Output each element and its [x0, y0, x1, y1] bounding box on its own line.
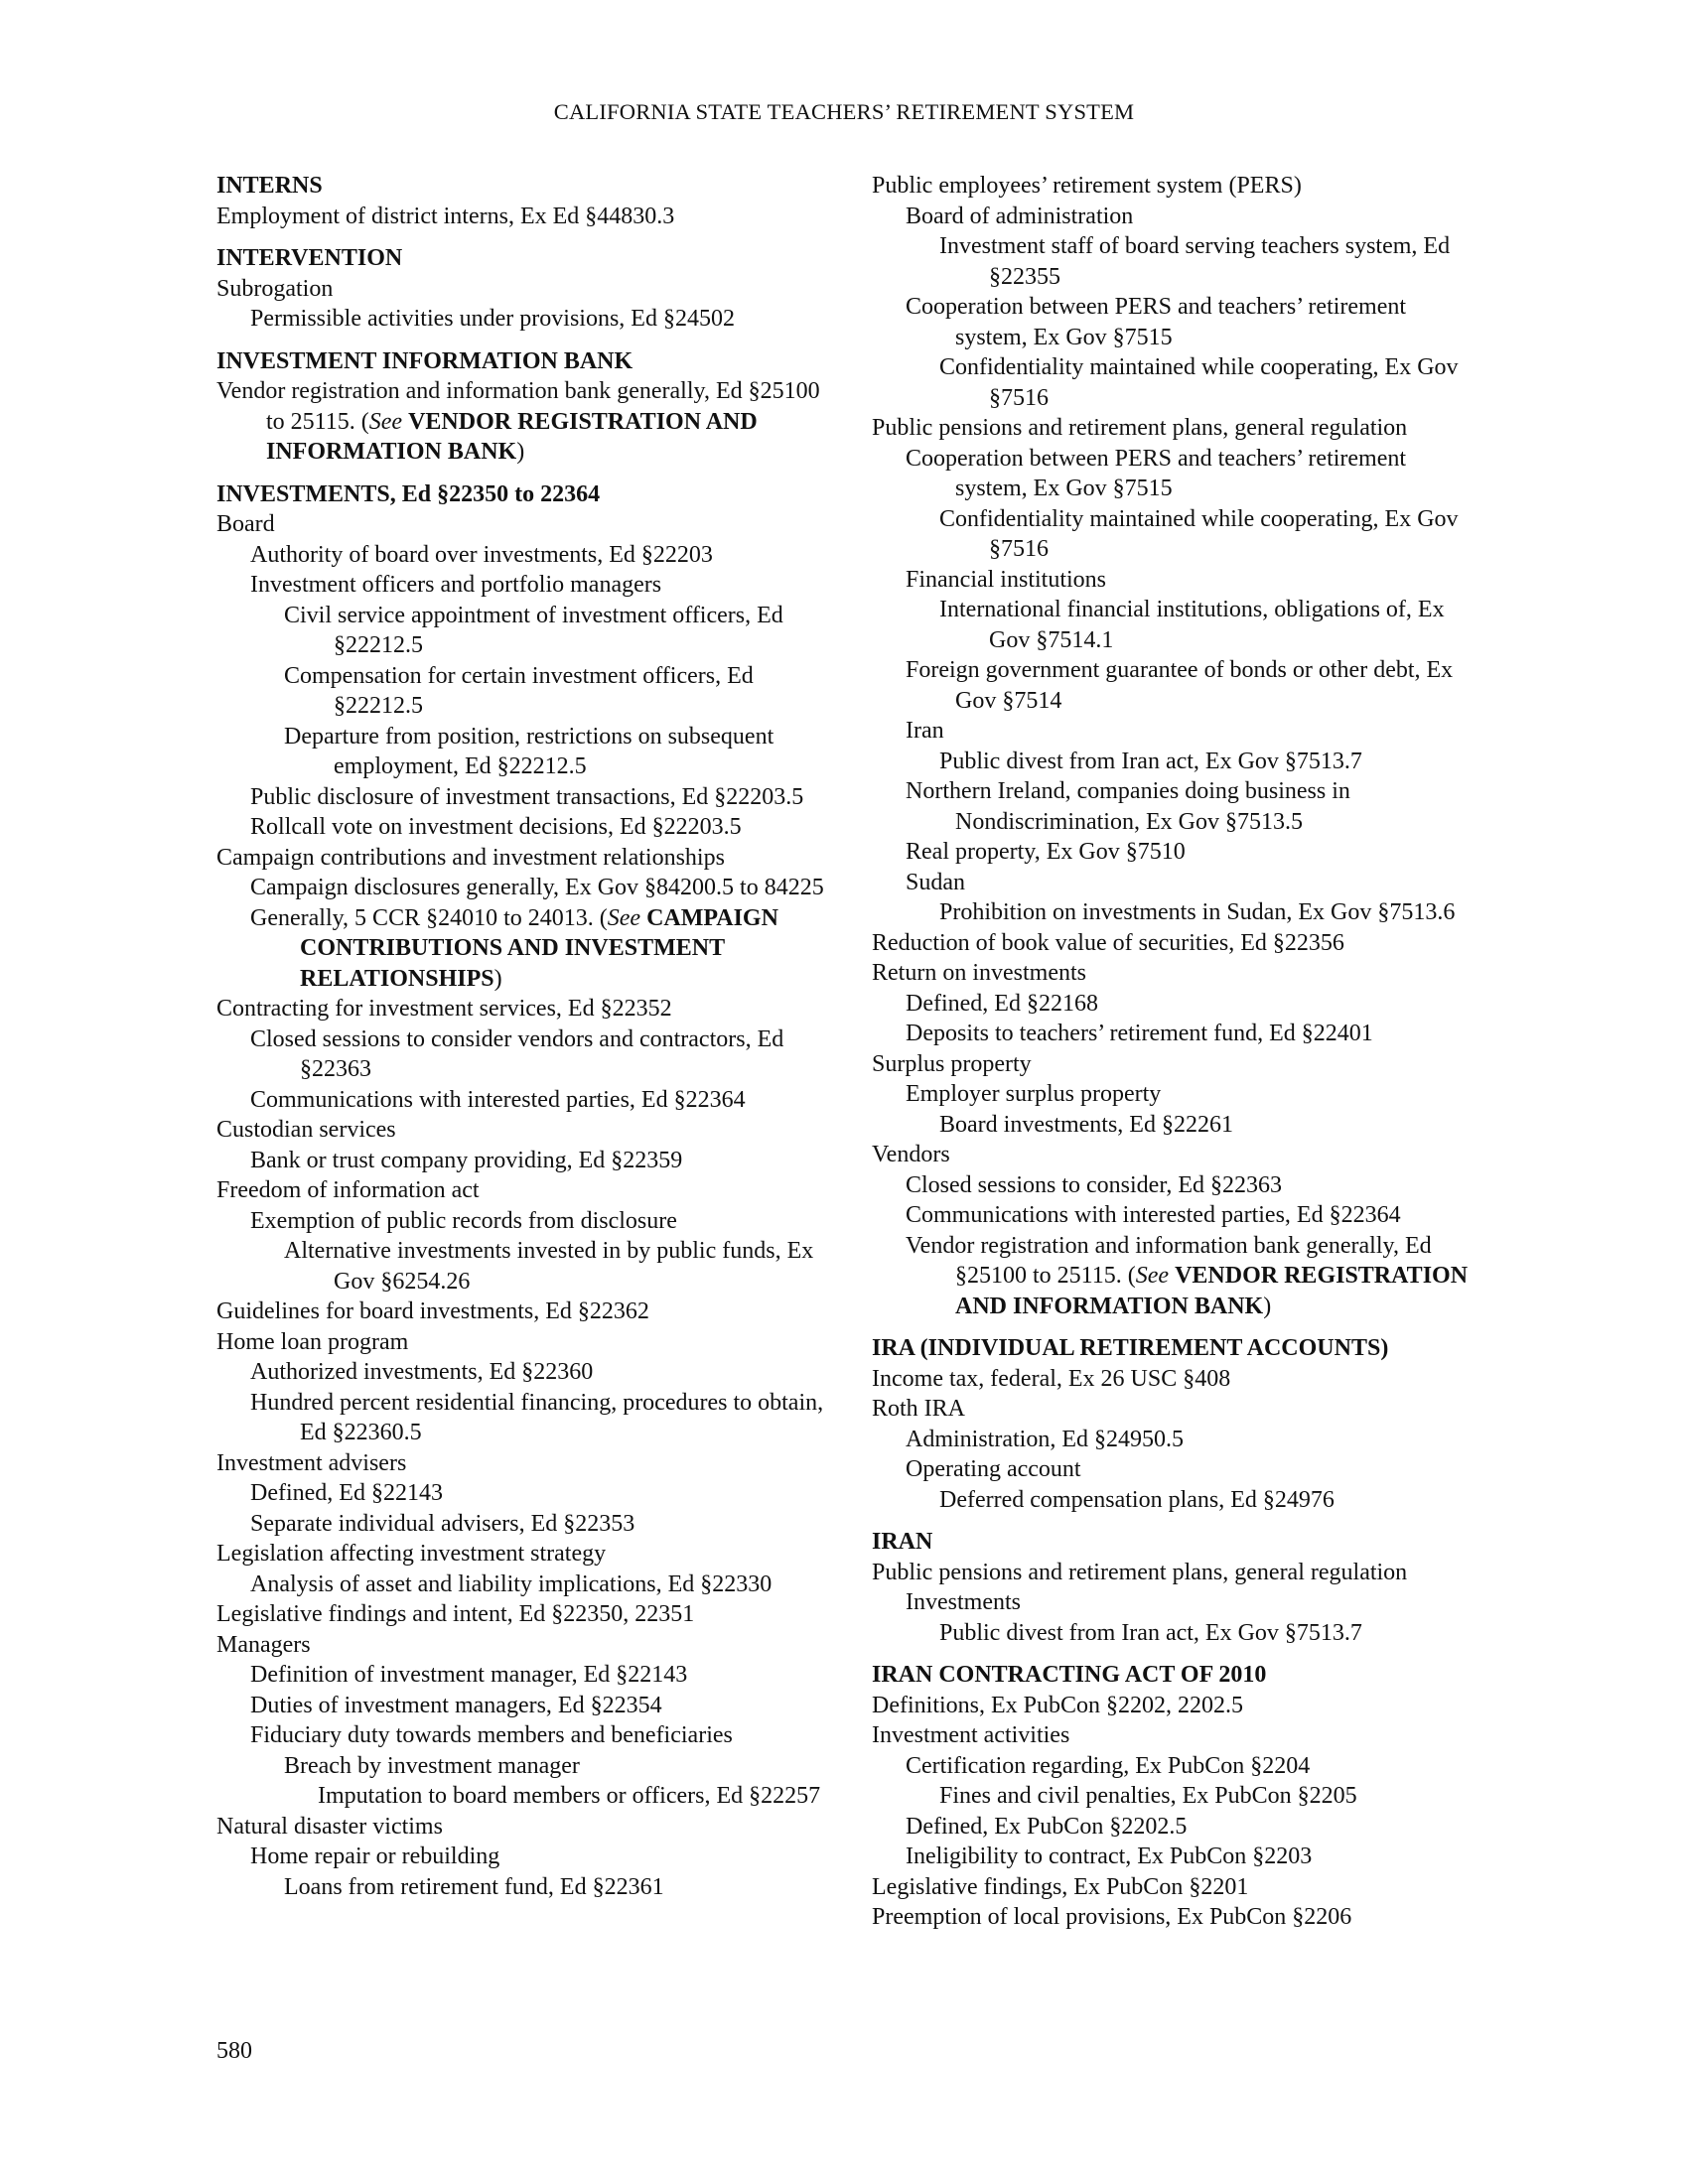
entry-text: Home repair or rebuilding [250, 1843, 500, 1869]
index-heading [216, 479, 824, 510]
index-entry [216, 661, 824, 722]
entry-text: Legislation affecting investment strategy [216, 1541, 607, 1567]
index-entry [216, 1570, 824, 1600]
bold-text: INTERNS [216, 173, 323, 199]
entry-text: Guidelines for board investments, Ed §22362 [216, 1298, 649, 1324]
index-entry [872, 1394, 1479, 1425]
index-entry [216, 509, 824, 540]
entry-text: Rollcall vote on investment decisions, Ed §22203.5 [250, 814, 742, 840]
entry-text: Generally, 5 CCR §24010 to 24013. ( [250, 904, 608, 931]
index-entry [216, 812, 824, 843]
entry-text: Fiduciary duty towards members and beneficiaries [250, 1722, 733, 1748]
index-entry [872, 1170, 1479, 1201]
index-entry [872, 413, 1479, 444]
index-entry [216, 1175, 824, 1206]
entry-text: Board of administration [906, 203, 1134, 229]
index-entry [872, 1364, 1479, 1395]
entry-text: Departure from position, restrictions on subsequent employment, Ed §22212.5 [284, 723, 774, 779]
index-entry [216, 782, 824, 813]
index-entry [872, 595, 1479, 655]
index-entry [872, 655, 1479, 716]
index-entry [216, 601, 824, 661]
entry-text: ) [1263, 1293, 1272, 1319]
index-heading [872, 1527, 1479, 1558]
index-heading [216, 243, 824, 274]
index-entry [216, 1539, 824, 1570]
entry-text: Communications with interested parties, Ed §22364 [250, 1086, 746, 1113]
index-entry [216, 1478, 824, 1509]
index-entry [872, 1751, 1479, 1782]
entry-text: Custodian services [216, 1117, 396, 1143]
entry-text: Board [216, 511, 275, 537]
entry-text: Fines and civil penalties, Ex PubCon §2205 [939, 1783, 1357, 1809]
entry-text: Sudan [906, 869, 965, 895]
entry-text: Preemption of local provisions, Ex PubCon §2206 [872, 1904, 1352, 1930]
entry-text: Investments [906, 1589, 1021, 1615]
entry-text: Foreign government guarantee of bonds or other debt, Ex Gov §7514 [906, 657, 1454, 714]
entry-text: Duties of investment managers, Ed §22354 [250, 1692, 662, 1718]
index-entry [872, 989, 1479, 1020]
index-entry [872, 1587, 1479, 1618]
entry-text: Iran [906, 718, 944, 744]
running-header: CALIFORNIA STATE TEACHERS’ RETIREMENT SYSTEM [553, 99, 1135, 124]
index-heading [216, 346, 824, 377]
index-entry [216, 873, 824, 903]
entry-text: Defined, Ed §22143 [250, 1480, 443, 1506]
index-entry [216, 843, 824, 874]
index-heading [872, 1660, 1479, 1691]
entry-text: Freedom of information act [216, 1177, 480, 1203]
index-heading [216, 171, 824, 202]
entry-text: Definition of investment manager, Ed §22143 [250, 1662, 688, 1688]
entry-text: Breach by investment manager [284, 1752, 580, 1779]
index-entry [872, 231, 1479, 292]
entry-text: Deferred compensation plans, Ed §24976 [939, 1486, 1335, 1513]
index-entry [872, 716, 1479, 747]
index-entry [872, 1720, 1479, 1751]
entry-text: Ineligibility to contract, Ex PubCon §2203 [906, 1843, 1313, 1869]
entry-text: Reduction of book value of securities, Ed §22356 [872, 929, 1344, 956]
entry-text: Public employees’ retirement system (PERS) [872, 173, 1302, 199]
index-entry [216, 1812, 824, 1843]
entry-text: Bank or trust company providing, Ed §22359 [250, 1147, 683, 1173]
index-entry [872, 1079, 1479, 1110]
entry-text: Public pensions and retirement plans, general regulation [872, 1559, 1408, 1585]
entry-text: Cooperation between PERS and teachers’ retirement system, Ex Gov §7515 [906, 294, 1407, 350]
index-entry [872, 1558, 1479, 1588]
index-entry [872, 1485, 1479, 1516]
entry-text: Home loan program [216, 1328, 409, 1355]
index-entry [216, 1297, 824, 1327]
index-entry [872, 958, 1479, 989]
entry-text: Income tax, federal, Ex 26 USC §408 [872, 1365, 1231, 1392]
index-entry [872, 1200, 1479, 1231]
index-column-right [872, 171, 1479, 1933]
entry-text: Administration, Ed §24950.5 [906, 1426, 1184, 1452]
entry-text: Subrogation [216, 275, 334, 302]
entry-text: Prohibition on investments in Sudan, Ex Gov §7513.6 [939, 899, 1456, 925]
entry-text: Legislative findings and intent, Ed §22350, 22351 [216, 1601, 695, 1627]
index-entry [872, 1454, 1479, 1485]
index-entry [216, 202, 824, 232]
index-entry [216, 1751, 824, 1782]
index-entry [216, 304, 824, 335]
entry-text: Definitions, Ex PubCon §2202, 2202.5 [872, 1692, 1244, 1718]
entry-text: Managers [216, 1631, 311, 1658]
entry-text: Closed sessions to consider, Ed §22363 [906, 1171, 1283, 1198]
bold-text: VENDOR REGISTRATION AND INFORMATION BANK [955, 1263, 1469, 1319]
index-entry [216, 994, 824, 1024]
bold-text: IRA (INDIVIDUAL RETIREMENT ACCOUNTS) [872, 1335, 1389, 1361]
index-entry [216, 1509, 824, 1540]
entry-text: Real property, Ex Gov §7510 [906, 839, 1186, 865]
index-entry [872, 868, 1479, 898]
index-entry [216, 1842, 824, 1872]
index-entry [872, 1812, 1479, 1843]
entry-text: Campaign disclosures generally, Ex Gov §84200.5 to 84225 [250, 875, 824, 900]
entry-text: Deposits to teachers’ retirement fund, Ed §22401 [906, 1021, 1373, 1046]
index-entry [872, 928, 1479, 959]
entry-text: Compensation for certain investment officers, Ed §22212.5 [284, 662, 754, 719]
entry-text: Alternative investments invested in by public funds, Ex Gov §6254.26 [284, 1238, 814, 1295]
entry-text: Investment advisers [216, 1449, 407, 1476]
index-entry [216, 903, 824, 995]
index-entry [872, 1842, 1479, 1872]
index-entry [872, 1110, 1479, 1141]
entry-text: Investment officers and portfolio managers [250, 572, 662, 598]
entry-text: Civil service appointment of investment officers, Ed §22212.5 [284, 602, 783, 658]
entry-text: Northern Ireland, companies doing business in Nondiscrimination, Ex Gov §7513.5 [906, 778, 1350, 835]
entry-text: Return on investments [872, 960, 1086, 986]
index-entry [872, 444, 1479, 504]
index-heading [872, 1333, 1479, 1364]
index-entry [216, 1146, 824, 1176]
entry-text: Public divest from Iran act, Ex Gov §7513.7 [939, 1619, 1362, 1646]
index-entry [216, 1206, 824, 1237]
index-entry [872, 776, 1479, 837]
index-entry [872, 565, 1479, 596]
entry-text: Hundred percent residential financing, procedures to obtain, Ed §22360.5 [250, 1389, 824, 1445]
index-entry [216, 1872, 824, 1903]
entry-text: Employer surplus property [906, 1081, 1162, 1107]
entry-text: Campaign contributions and investment relationships [216, 844, 725, 871]
entry-text: Defined, Ed §22168 [906, 990, 1098, 1017]
index-entry [872, 837, 1479, 868]
entry-text: Authorized investments, Ed §22360 [250, 1359, 594, 1385]
index-entry [216, 1720, 824, 1751]
entry-text: Operating account [906, 1456, 1081, 1482]
index-entry [216, 1388, 824, 1448]
index-entry [216, 1085, 824, 1116]
entry-text: Analysis of asset and liability implications, Ed §22330 [250, 1570, 773, 1597]
entry-text: Vendors [872, 1142, 950, 1167]
index-entry [216, 1357, 824, 1388]
index-entry [872, 1902, 1479, 1933]
index-entry [216, 1024, 824, 1085]
index-entry [216, 1115, 824, 1146]
entry-text: Communications with interested parties, Ed §22364 [906, 1202, 1401, 1228]
entry-text: Loans from retirement fund, Ed §22361 [284, 1873, 664, 1900]
bold-text: VENDOR REGISTRATION AND INFORMATION BANK [266, 408, 758, 465]
italic-text: See [607, 904, 641, 931]
index-entry [216, 1599, 824, 1630]
index-entry [216, 1691, 824, 1721]
index-entry [216, 1236, 824, 1297]
index-entry [216, 570, 824, 601]
italic-text: See [1135, 1263, 1170, 1289]
index-entry [872, 1781, 1479, 1812]
entry-text: Investment staff of board serving teachers system, Ed §22355 [939, 233, 1451, 290]
entry-text: Vendor registration and information bank generally, Ed §25100 to 25115. ( [906, 1232, 1432, 1289]
entry-text: Imputation to board members or officers, Ed §22257 [318, 1783, 821, 1809]
entry-text: Separate individual advisers, Ed §22353 [250, 1510, 635, 1537]
entry-text: Public divest from Iran act, Ex Gov §7513.7 [939, 748, 1362, 774]
index-entry [216, 376, 824, 468]
entry-text: Certification regarding, Ex PubCon §2204 [906, 1752, 1311, 1779]
bold-text: IRAN [872, 1529, 933, 1555]
entry-text: Cooperation between PERS and teachers’ retirement system, Ex Gov §7515 [906, 445, 1407, 501]
bold-text: IRAN CONTRACTING ACT OF 2010 [872, 1662, 1267, 1688]
entry-text: Exemption of public records from disclosure [250, 1207, 677, 1234]
entry-text: Public pensions and retirement plans, general regulation [872, 415, 1408, 441]
index-entry [872, 1691, 1479, 1721]
index-entry [872, 202, 1479, 232]
index-entry [872, 747, 1479, 777]
index-entry [216, 274, 824, 305]
entry-text: Financial institutions [906, 566, 1106, 593]
index-entry [872, 897, 1479, 928]
bold-text: INVESTMENTS, Ed §22350 to 22364 [216, 480, 601, 507]
entry-text: Investment activities [872, 1722, 1070, 1748]
index-entry [872, 171, 1479, 202]
index-entry [216, 1781, 824, 1812]
index-entry [872, 1049, 1479, 1080]
italic-text: See [368, 408, 403, 435]
entry-text: Authority of board over investments, Ed §22203 [250, 541, 713, 568]
index-entry [216, 1448, 824, 1479]
entry-text: Permissible activities under provisions, Ed §24502 [250, 306, 735, 332]
entry-text: Closed sessions to consider vendors and contractors, Ed §22363 [250, 1025, 784, 1082]
index-entry [872, 1618, 1479, 1649]
bold-text: CAMPAIGN CONTRIBUTIONS AND INVESTMENT RELATIONSHIPS [300, 904, 778, 992]
index-column-left [216, 171, 824, 1902]
entry-text: Confidentiality maintained while cooperating, Ex Gov §7516 [939, 505, 1459, 562]
index-entry [216, 1630, 824, 1661]
entry-text: Natural disaster victims [216, 1813, 443, 1840]
index-entry [872, 1425, 1479, 1455]
entry-text: ) [493, 965, 502, 992]
index-entry [872, 1140, 1479, 1170]
bold-text: INVESTMENT INFORMATION BANK [216, 347, 633, 374]
entry-text: Surplus property [872, 1050, 1032, 1077]
entry-text: Employment of district interns, Ex Ed §44830.3 [216, 203, 675, 229]
entry-text: Contracting for investment services, Ed §22352 [216, 996, 672, 1022]
index-entry [872, 1019, 1479, 1049]
index-entry [872, 504, 1479, 565]
entry-text: Vendor registration and information bank generally, Ed §25100 to 25115. ( [216, 378, 820, 435]
index-entry [872, 1231, 1479, 1322]
index-entry [216, 722, 824, 782]
index-entry [216, 1327, 824, 1358]
entry-text: Defined, Ex PubCon §2202.5 [906, 1813, 1188, 1840]
index-entry [216, 1660, 824, 1691]
index-entry [872, 352, 1479, 413]
bold-text: INTERVENTION [216, 245, 403, 271]
entry-text: Roth IRA [872, 1396, 966, 1422]
entry-text: Board investments, Ed §22261 [939, 1111, 1233, 1138]
entry-text: ) [516, 439, 525, 465]
index-entry [872, 1872, 1479, 1903]
index-entry [872, 292, 1479, 352]
entry-text: Confidentiality maintained while cooperating, Ex Gov §7516 [939, 354, 1459, 411]
entry-text: International financial institutions, obligations of, Ex Gov §7514.1 [939, 597, 1445, 653]
page-number: 580 [216, 2038, 252, 2064]
entry-text: Legislative findings, Ex PubCon §2201 [872, 1873, 1249, 1900]
entry-text: Public disclosure of investment transactions, Ed §22203.5 [250, 783, 804, 810]
index-entry [216, 540, 824, 571]
